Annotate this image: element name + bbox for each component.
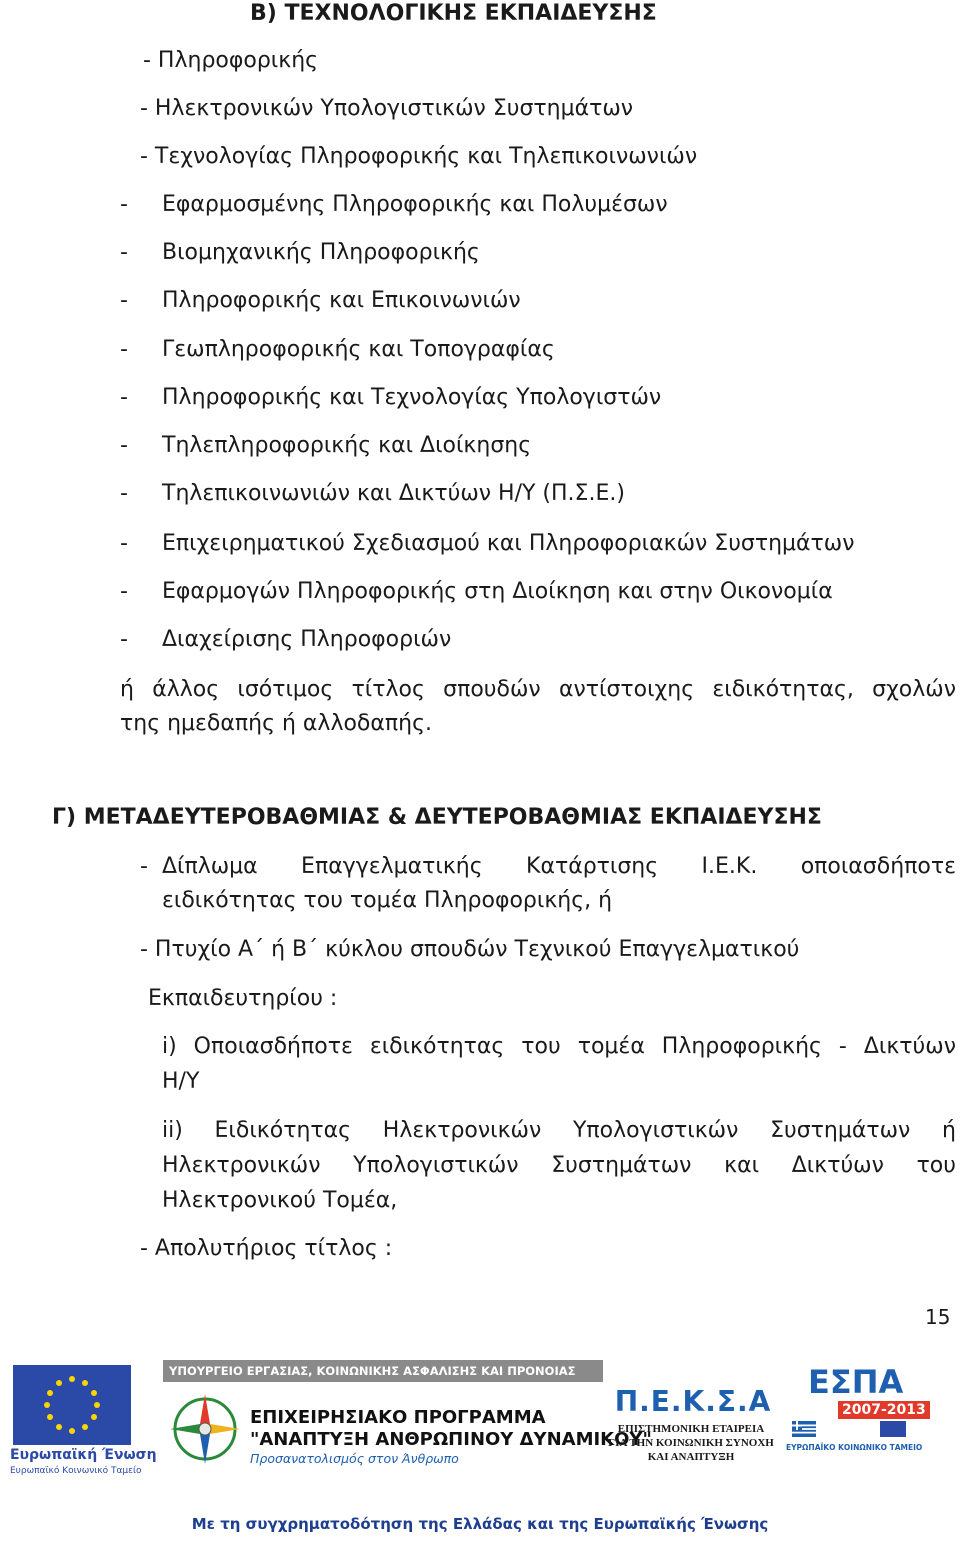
peksa-logo xyxy=(608,1385,778,1419)
eu-small-flag-icon xyxy=(880,1421,906,1437)
list-item: Εφαρμοσμένης Πληροφορικής και Πολυμέσων xyxy=(162,192,668,217)
closing-paragraph-line: ή άλλος ισότιμος τίτλος σπουδών αντίστοιχης ειδικότητας, σχολών xyxy=(120,677,956,702)
footer-logos xyxy=(0,1355,960,1495)
list-dash: - xyxy=(120,579,128,604)
list-dash: - xyxy=(120,531,128,556)
list-dash: - xyxy=(120,385,128,410)
ministry-label: ΥΠΟΥΡΓΕΙΟ ΕΡΓΑΣΙΑΣ, ΚΟΙΝΩΝΙΚΗΣ ΑΣΦΑΛΙΣΗΣ ΚΑΙ ΠΡΟΝΟΙΑΣ xyxy=(169,1364,576,1378)
list-item: Πληροφορικής και Τεχνολογίας Υπολογιστών xyxy=(162,385,662,410)
section-b-heading: Β) ΤΕΧΝΟΛΟΓΙΚΗΣ ΕΚΠΑΙΔΕΥΣΗΣ xyxy=(250,1,657,26)
peksa-line: ΓΙΑ ΤΗΝ ΚΟΙΝΩΝΙΚΗ ΣΥΝΟΧΗ xyxy=(608,1437,774,1449)
section-c-heading: Γ) ΜΕΤΑΔΕΥΤΕΡΟΒΑΘΜΙΑΣ & ΔΕΥΤΕΡΟΒΑΘΜΙΑΣ ΕΚΠΑΙΔΕΥΣΗΣ xyxy=(52,805,822,830)
program-tagline: Προσανατολισμός στον Άνθρωπο xyxy=(250,1451,459,1466)
list-item: - Τεχνολογίας Πληροφορικής και Τηλεπικοινωνιών xyxy=(140,144,698,169)
list-item: Τηλεπληροφορικής και Διοίκησης xyxy=(162,433,532,458)
list-dash: - xyxy=(140,854,148,879)
closing-paragraph-line: της ημεδαπής ή αλλοδαπής. xyxy=(120,711,432,736)
list-item: Βιομηχανικής Πληροφορικής xyxy=(162,240,480,265)
program-title: ΕΠΙΧΕΙΡΗΣΙΑΚΟ ΠΡΟΓΡΑΜΜΑ xyxy=(250,1407,546,1428)
espa-sub-label: ΕΥΡΩΠΑΪΚΟ ΚΟΙΝΩΝΙΚΟ ΤΑΜΕΙΟ xyxy=(786,1443,923,1452)
list-dash: - xyxy=(120,481,128,506)
eu-sub-label: Ευρωπαϊκό Κοινωνικό Ταμείο xyxy=(10,1466,142,1476)
list-item: - Πληροφορικής xyxy=(143,48,319,73)
list-dash: - xyxy=(120,337,128,362)
sub-item: i) Οποιασδήποτε ειδικότητας του τομέα Πληροφορικής - Δικτύων xyxy=(162,1034,956,1059)
ministry-banner xyxy=(163,1360,603,1382)
peksa-logo-text: Π.Ε.Κ.Σ.Α xyxy=(614,1385,772,1418)
compass-rose-icon xyxy=(166,1390,244,1468)
list-item: - Απολυτήριος τίτλος : xyxy=(140,1236,393,1261)
list-item: Διαχείρισης Πληροφοριών xyxy=(162,627,452,652)
sub-item-continuation: Ηλεκτρονικού Τομέα, xyxy=(162,1188,398,1213)
list-item: Πληροφορικής και Επικοινωνιών xyxy=(162,288,521,313)
list-dash: - xyxy=(120,627,128,652)
list-item: - Ηλεκτρονικών Υπολογιστικών Συστημάτων xyxy=(140,96,634,121)
peksa-line: ΚΑΙ ΑΝΑΠΤΥΞΗ xyxy=(647,1451,735,1463)
list-item: Επιχειρηματικού Σχεδιασμού και Πληροφοριακών Συστημάτων xyxy=(162,531,855,556)
sub-item-continuation: Ηλεκτρονικών Υπολογιστικών Συστημάτων και Δικτύων του xyxy=(162,1153,956,1178)
sub-item: ii) Ειδικότητας Ηλεκτρονικών Υπολογιστικών Συστημάτων ή xyxy=(162,1118,956,1143)
list-dash: - xyxy=(120,192,128,217)
espa-logo-text: ΕΣΠΑ xyxy=(808,1363,904,1401)
list-item: Τηλεπικοινωνιών και Δικτύων Η/Υ (Π.Σ.Ε.) xyxy=(162,481,625,506)
espa-years: 2007-2013 xyxy=(838,1401,930,1419)
list-item: Δίπλωμα Επαγγελματικής Κατάρτισης Ι.Ε.Κ. οποιασδήποτε xyxy=(162,854,956,879)
list-dash: - xyxy=(120,433,128,458)
list-item-continuation: ειδικότητας του τομέα Πληροφορικής, ή xyxy=(162,888,613,913)
page-number: 15 xyxy=(925,1305,951,1329)
list-dash: - xyxy=(120,288,128,313)
eu-flag-icon xyxy=(13,1365,131,1445)
cofinance-line: Με τη συγχρηματοδότηση της Ελλάδας και της Ευρωπαϊκής Ένωσης xyxy=(191,1515,769,1533)
list-item-continuation: Εκπαιδευτηρίου : xyxy=(148,986,338,1011)
list-item: Εφαρμογών Πληροφορικής στη Διοίκηση και στην Οικονομία xyxy=(162,579,833,604)
list-dash: - xyxy=(120,240,128,265)
peksa-line: ΕΠΙΣΤΗΜΟΝΙΚΗ ΕΤΑΙΡΕΙΑ xyxy=(617,1423,765,1435)
greek-flag-icon xyxy=(792,1421,816,1437)
program-subtitle: "ΑΝΑΠΤΥΞΗ ΑΝΘΡΩΠΙΝΟΥ ΔΥΝΑΜΙΚΟΥ" xyxy=(250,1429,652,1450)
eu-label: Ευρωπαϊκή Ένωση xyxy=(10,1447,157,1463)
list-item: Γεωπληροφορικής και Τοπογραφίας xyxy=(162,337,555,362)
sub-item-continuation: Η/Υ xyxy=(162,1069,200,1094)
list-item: - Πτυχίο Α΄ ή Β΄ κύκλου σπουδών Τεχνικού Επαγγελματικού xyxy=(140,937,800,962)
